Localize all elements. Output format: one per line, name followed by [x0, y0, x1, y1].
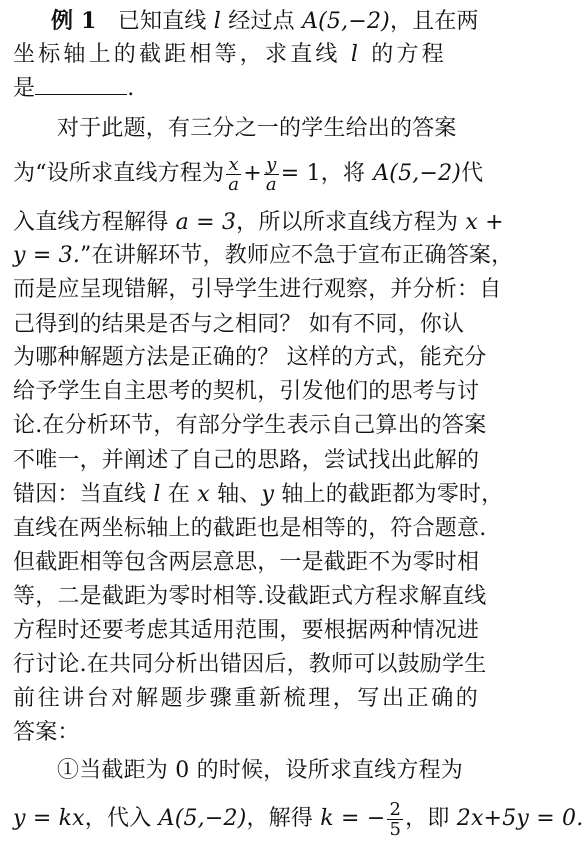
line-variable: l — [213, 9, 222, 34]
para1-line-7: 为哪种解题方法是正确的？ 这样的方式，能充分 — [13, 345, 487, 370]
line-variable: l — [350, 42, 362, 67]
equation: x + — [465, 210, 504, 235]
para1-text: 错因：当直线 — [13, 482, 147, 507]
para1-line-13: 但截距相等包含两层意思，一是截距不为零时相 — [13, 550, 480, 575]
para2-text: ，代入 — [84, 806, 152, 831]
para1-line-16: 行讨论.在共同分析出错因后，教师可以鼓励学生 — [13, 652, 487, 677]
para1-text: = 1，将 — [280, 161, 366, 186]
para1-text: 轴、 — [217, 482, 262, 507]
fraction-x-over-a — [226, 155, 241, 194]
example-line-2 — [13, 40, 509, 70]
para1-text: 轴上的截距都为零时， — [281, 482, 504, 507]
line-variable: l — [153, 482, 161, 507]
example-text: 的方程 — [371, 42, 447, 67]
para1-line-3 — [13, 208, 509, 238]
para1-text: 在 — [167, 482, 191, 507]
para1-text: 入直线方程解得 — [13, 210, 169, 235]
example-text: 坐标轴上的截距相等，求直线 — [13, 42, 341, 67]
para1-line-2 — [13, 150, 509, 198]
para1-text: 为“设所求直线方程为 — [13, 161, 225, 186]
answer-blank — [35, 74, 127, 95]
para1-line-14: 等，二是截距为零时相等.设截距式方程求解直线 — [13, 584, 487, 609]
para1-line-5: 而是应呈现错解，引导学生进行观察，并分析：自 — [13, 277, 502, 302]
example-text: 经过点 — [228, 9, 295, 34]
example-text: 是 — [13, 76, 36, 101]
para1-line-17: 前往讲台对解题步骤重新梳理，写出正确的 — [13, 686, 481, 711]
para1-line-10: 不唯一，并阐述了自己的思路，尝试找出此解的 — [13, 448, 480, 473]
fraction-denominator: 5 — [389, 818, 402, 840]
example-text: 已知直线 — [117, 9, 207, 34]
para1-line-6: 己得到的结果是否与之相同？ 如有不同，你认 — [13, 312, 465, 337]
equation: a = 3 — [175, 210, 237, 235]
para1-line-9: 论.在分析环节，有部分学生表示自己算出的答案 — [13, 413, 487, 438]
equation: y = 3. — [13, 243, 81, 268]
fraction-denominator: a — [265, 173, 277, 195]
para2-text: ，解得 — [246, 806, 314, 831]
para2-text: ，即 — [405, 806, 450, 831]
para1-text: 代 — [461, 161, 484, 186]
example-text: ，且在两 — [389, 9, 479, 34]
fraction-numerator: x — [228, 153, 239, 175]
fraction-denominator: a — [228, 173, 240, 195]
point-a: A(5,−2) — [158, 806, 247, 831]
fraction-two-fifths — [387, 800, 403, 839]
para1-line-8: 给予学生自主思考的契机，引发他们的思考与讨 — [13, 379, 480, 404]
para1-line-1: 对于此题，有三分之一的学生给出的答案 — [57, 116, 457, 141]
para2-line-2 — [13, 794, 583, 844]
point-a: A(5,−2) — [373, 161, 462, 186]
example-line-1 — [51, 6, 509, 36]
axis-y: y — [261, 482, 275, 507]
equation: 2x+5y = 0. — [456, 806, 583, 831]
example-line-3 — [13, 74, 509, 104]
para1-line-12: 直线在两坐标轴上的截距也是相等的，符合题意. — [13, 516, 487, 541]
para1-text: ，所以所求直线方程为 — [236, 210, 459, 235]
para2-line-1: ①当截距为 0 的时候，设所求直线方程为 — [57, 758, 463, 783]
example-label: 例 1 — [51, 8, 97, 34]
example-text: . — [127, 76, 135, 101]
para1-text: ”在讲解环节，教师应不急于宣布正确答案， — [80, 243, 514, 268]
para1-line-4 — [13, 241, 514, 271]
plus-sign: + — [243, 161, 262, 186]
equation: y = kx — [13, 806, 85, 831]
fraction-numerator: 2 — [389, 798, 402, 820]
fraction-y-over-a — [264, 155, 279, 194]
para1-line-15: 方程时还要考虑其适用范围，要根据两种情况进 — [13, 618, 480, 643]
point-a: A(5,−2) — [302, 9, 390, 34]
para1-line-11 — [13, 480, 509, 510]
equation: k = − — [320, 806, 386, 831]
para1-line-18: 答案： — [13, 720, 80, 745]
fraction-numerator: y — [266, 153, 277, 175]
axis-x: x — [197, 482, 210, 507]
